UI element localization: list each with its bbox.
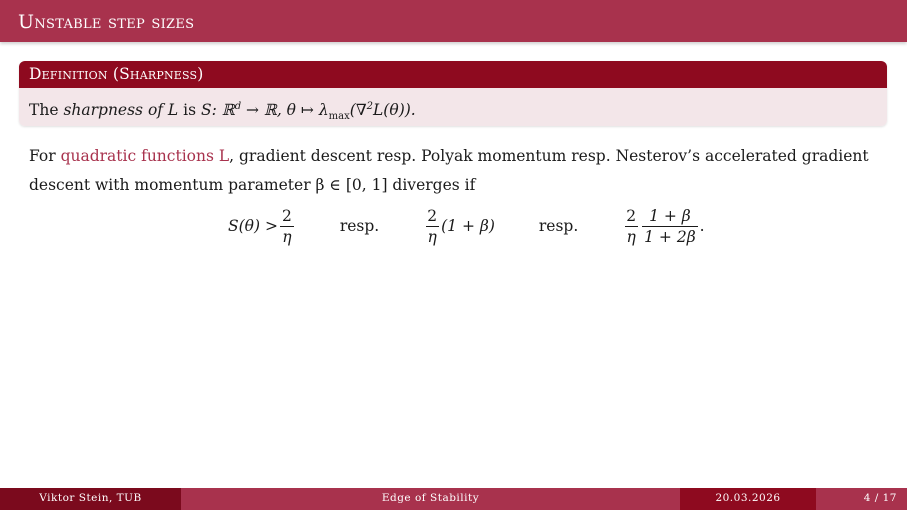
- resp-label-2: resp.: [538, 217, 579, 235]
- definition-body: [19, 88, 887, 126]
- condition-end: .: [699, 217, 705, 235]
- quadratic-functions-link[interactable]: quadratic functions L: [60, 147, 230, 165]
- resp-label-1: resp.: [339, 217, 380, 235]
- condition-lhs: S(θ) >: [228, 217, 278, 235]
- footer-page-number: 4 / 17: [816, 488, 907, 510]
- footer-author: Viktor Stein, TUB: [0, 488, 181, 510]
- footer-date: 20.03.2026: [680, 488, 816, 510]
- definition-is: is: [183, 101, 197, 120]
- fraction-2-over-eta: $\frac{2}{\eta}$: [281, 206, 292, 246]
- slide-title: Unstable step sizes: [18, 11, 195, 33]
- definition-heading: Definition (Sharpness): [19, 61, 887, 88]
- footer-title: Edge of Stability: [181, 488, 680, 510]
- footer-bar: [0, 488, 907, 510]
- body-paragraph: For quadratic functions L, gradient descent resp. Polyak momentum resp. Nesterov’s accelerated gradient descent with momentum parameter β ∈ [0, 1] diverges if: [29, 147, 869, 194]
- definition-formula: S: ℝ$^d$ → ℝ, θ ↦ $\lambda_{max}(\nabla^2L(\theta))$.: [201, 101, 416, 123]
- definition-block: [19, 61, 887, 126]
- divergence-condition: [228, 200, 705, 252]
- definition-lead: The: [29, 101, 59, 120]
- frame-title-bar: [0, 0, 907, 42]
- definition-term: sharpness of L: [63, 101, 179, 120]
- fraction-2-over-eta-polyak: $\frac{2}{\eta}$: [427, 206, 438, 246]
- fraction-2-over-eta-nesterov: $\frac{2}{\eta}$: [626, 206, 637, 246]
- polyak-factor: (1 + β): [441, 217, 495, 235]
- fraction-nesterov-beta: $\frac{1 + \beta}{1 + 2\beta}$: [644, 206, 696, 246]
